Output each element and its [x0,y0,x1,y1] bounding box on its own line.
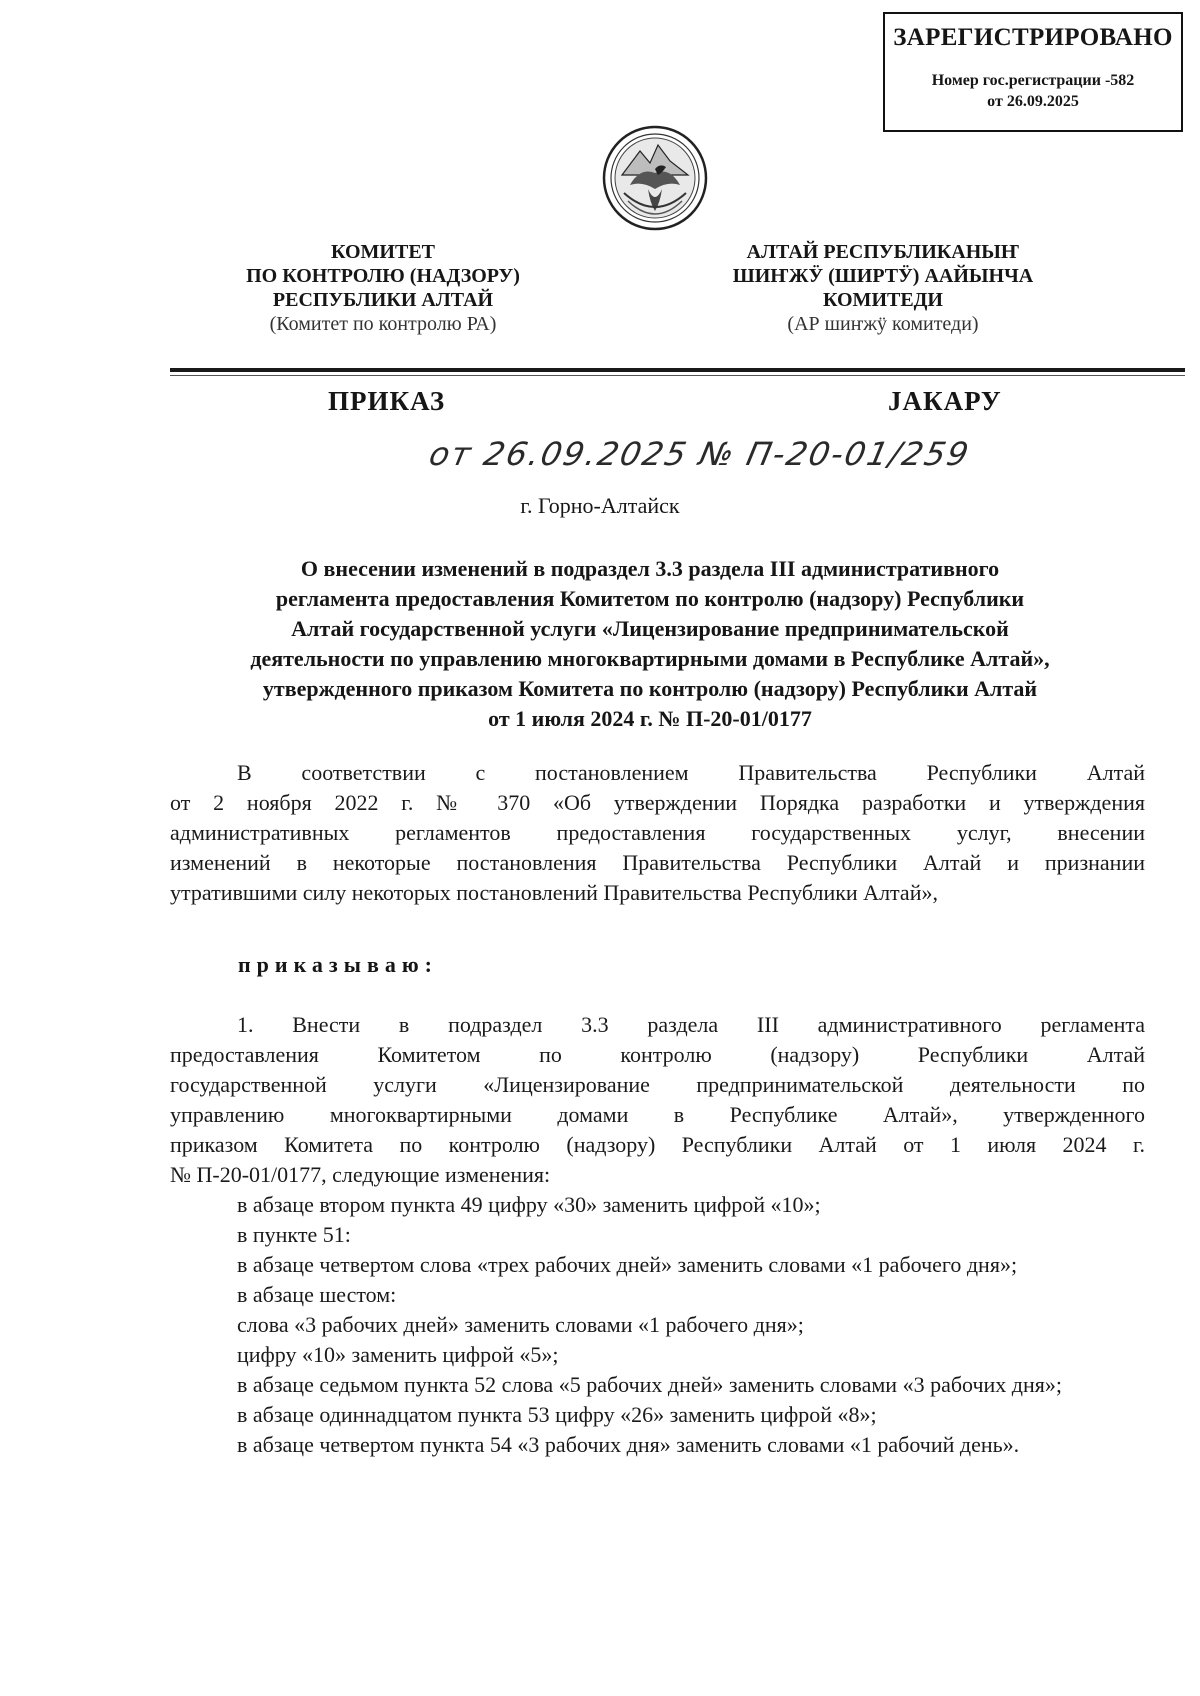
change-item: в пункте 51: [237,1222,351,1247]
org-left-short: (Комитет по контролю РА) [269,313,497,335]
org-right-line3: КОМИТЕДИ [823,289,943,311]
item-1-line: управлению многоквартирными домами в Республике Алтай», утвержденного [170,1102,1145,1127]
item-1-line: государственной услуги «Лицензирование предпринимательской деятельности по [170,1072,1145,1097]
preamble-line: изменений в некоторые постановления Правительства Республики Алтай и признании [170,850,1145,875]
change-item: в абзаце одиннадцатом пункта 53 цифру «26» заменить цифрой «8»; [237,1402,877,1427]
title-line: О внесении изменений в подраздел 3.3 раздела III административного [300,556,1000,581]
registration-stamp [883,12,1183,132]
title-line: деятельности по управлению многоквартирными домами в Республике Алтай», [250,646,1050,671]
title-line: Алтай государственной услуги «Лицензирование предпринимательской [291,616,1009,641]
doc-type-russian: ПРИКАЗ [328,386,446,416]
title-line: от 1 июля 2024 г. № П-20-01/0177 [488,706,812,731]
change-item: в абзаце четвертом слова «трех рабочих дней» заменить словами «1 рабочего дня»; [237,1252,1018,1277]
item-1-line: 1. Внести в подраздел 3.3 раздела III административного регламента [237,1012,1145,1037]
change-item: в абзаце втором пункта 49 цифру «30» заменить цифрой «10»; [237,1192,821,1217]
city-name: г. Горно-Алтайск [520,493,680,518]
handwritten-order-number: от 26.09.2025 № П-20-01/259 [425,435,974,473]
org-left-line1: КОМИТЕТ [330,241,435,263]
org-name-russian [183,240,583,336]
org-left-line2: ПО КОНТРОЛЮ (НАДЗОРУ) [246,265,520,287]
title-line: регламента предоставления Комитетом по контролю (надзору) Республики [275,586,1025,611]
preamble-line: административных регламентов предоставления государственных услуг, внесении [170,820,1145,845]
changes-list [170,1190,1145,1460]
change-item: слова «3 рабочих дней» заменить словами «1 рабочего дня»; [237,1312,804,1337]
org-left-line3: РЕСПУБЛИКИ АЛТАЙ [272,289,494,311]
change-item: цифру «10» заменить цифрой «5»; [237,1342,559,1367]
document-title [170,554,1130,734]
preamble-paragraph [170,758,1145,908]
orders-word: приказываю: [238,952,438,977]
doc-type-altai: JАКАРУ [888,386,1002,416]
change-item: в абзаце четвертом пункта 54 «3 рабочих дня» заменить словами «1 рабочий день». [237,1432,1020,1457]
org-right-line1: АЛТАЙ РЕСПУБЛИКАНЫҤ [746,241,1020,263]
stamp-registration-number: Номер гос.регистрации -582 [931,72,1135,89]
org-right-line2: ШИҤЖӰ (ШИРТӰ) ААЙЫНЧА [732,265,1034,287]
coat-of-arms-icon [600,123,710,233]
change-item: в абзаце седьмом пункта 52 слова «5 рабочих дней» заменить словами «3 рабочих дня»; [237,1372,1062,1397]
preamble-line: утратившими силу некоторых постановлений Правительства Республики Алтай», [170,880,938,905]
org-name-altai [683,240,1083,336]
change-item: в абзаце шестом: [237,1282,397,1307]
title-line: утвержденного приказом Комитета по контролю (надзору) Республики Алтай [262,676,1038,701]
header-divider-thin [170,375,1185,376]
header-divider [170,368,1185,372]
stamp-title: ЗАРЕГИСТРИРОВАНО [893,24,1173,51]
stamp-registration-date: от 26.09.2025 [987,93,1079,110]
item-1-line: приказом Комитета по контролю (надзору) Республики Алтай от 1 июля 2024 г. [170,1132,1145,1157]
item-1-paragraph [170,1010,1145,1190]
item-1-line: № П-20-01/0177, следующие изменения: [170,1162,551,1187]
preamble-line: от 2 ноября 2022 г. № 370 «Об утверждении Порядка разработки и утверждения [170,790,1145,815]
org-right-short: (АР шиҥжӱ комитеди) [787,313,979,335]
item-1-line: предоставления Комитетом по контролю (надзору) Республики Алтай [170,1042,1145,1067]
preamble-line: В соответствии с постановлением Правительства Республики Алтай [237,760,1145,785]
